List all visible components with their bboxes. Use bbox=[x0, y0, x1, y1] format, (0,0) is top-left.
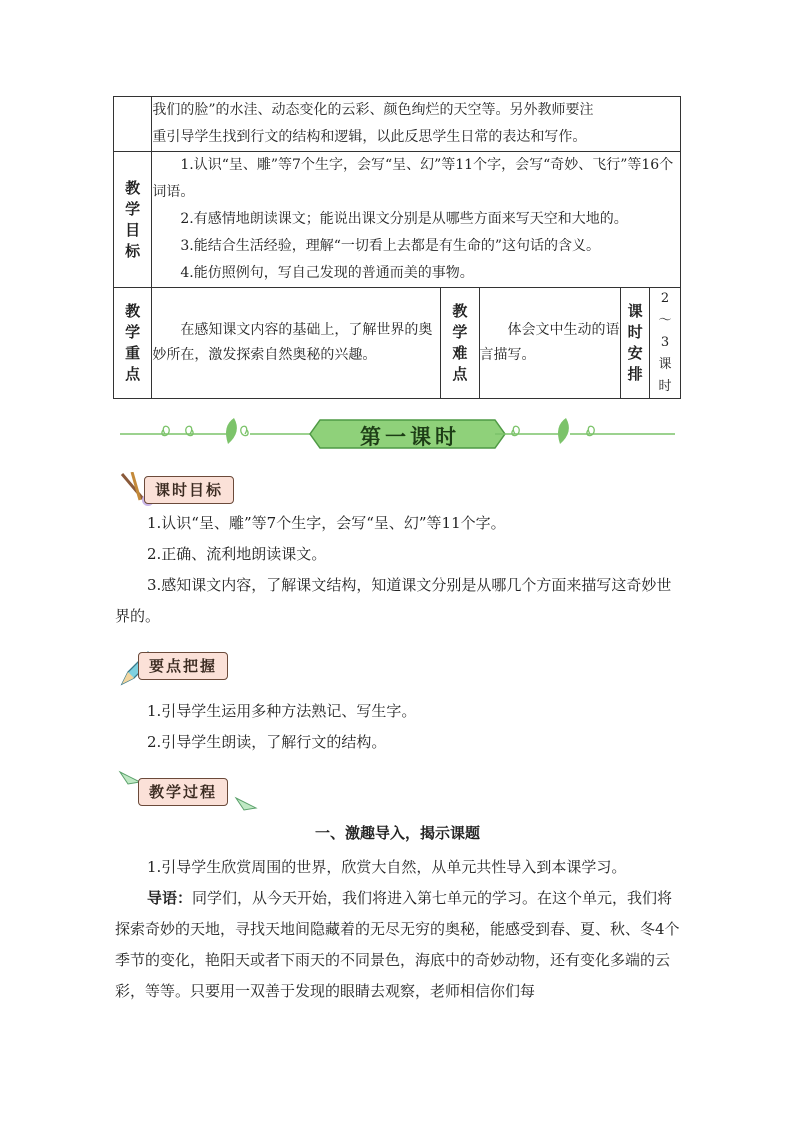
list-item: 2.正确、流利地朗读课文。 bbox=[147, 545, 327, 563]
key-header: 教 学 重 点 bbox=[114, 288, 152, 399]
goal-item: 4.能仿照例句，写自己发现的普通而美的事物。 bbox=[180, 265, 474, 281]
intro-line: 重引导学生找到行文的结构和逻辑，以此反思学生日常的表达和写作。 bbox=[152, 129, 587, 145]
lesson-goals-list bbox=[115, 508, 680, 632]
empty-header-cell bbox=[114, 97, 152, 152]
section-label-process: 教学过程 bbox=[118, 770, 263, 802]
goal-item: 1.认识“呈、雕”等7个生字，会写“呈、幻”等11个字，会写“奇妙、飞行”等16个词语。 bbox=[152, 157, 674, 200]
process-paragraph: 导语：同学们，从今天开始，我们将进入第七单元的学习。在这个单元，我们将探索奇妙的天地，寻找天地间隐藏着的无尽无穷的奥秘，能感受到春、夏、秋、冬4个季节的变化，艳阳天或者下雨天的不同景色，海底中的奇妙动物，还有变化多端的云彩，等等。只要用一双善于发现的眼睛去观察，老师相信你们每 bbox=[115, 889, 680, 1000]
lesson-banner bbox=[120, 414, 675, 454]
intro-line: 我们的脸”的水洼、动态变化的云彩、颜色绚烂的天空等。另外教师要注 bbox=[152, 102, 594, 118]
key-cell: 在感知课文内容的基础上，了解世界的奥妙所在，激发探索自然奥秘的兴趣。 bbox=[152, 288, 441, 399]
table-row-key bbox=[114, 288, 681, 399]
leaf-icon bbox=[558, 418, 569, 444]
schedule-value: 2 ～ 3 课 时 bbox=[650, 288, 681, 399]
leaf-icon bbox=[226, 418, 237, 444]
section-label-key-points: 要点把握 bbox=[118, 648, 268, 680]
process-body bbox=[115, 852, 680, 1007]
process-paragraph: 1.引导学生欣赏周围的世界，欣赏大自然，从单元共性导入到本课学习。 bbox=[147, 858, 627, 876]
table-row-intro bbox=[114, 97, 681, 152]
goals-cell bbox=[152, 152, 681, 288]
banner-title: 第一课时 bbox=[360, 425, 460, 449]
process-heading: 一、激趣导入，揭示课题 bbox=[314, 824, 480, 842]
lesson-plan-table bbox=[113, 96, 681, 399]
goal-item: 2.有感情地朗读课文；能说出课文分别是从哪些方面来写天空和大地的。 bbox=[180, 211, 628, 227]
list-item: 2.引导学生朗读，了解行文的结构。 bbox=[147, 733, 387, 751]
difficulty-header: 教 学 难 点 bbox=[441, 288, 479, 399]
difficulty-cell: 体会文中生动的语言描写。 bbox=[479, 288, 621, 399]
list-item: 1.引导学生运用多种方法熟记、写生字。 bbox=[147, 702, 417, 720]
key-points-list bbox=[115, 696, 680, 758]
intro-cell bbox=[152, 97, 681, 152]
goals-header: 教 学 目 标 bbox=[114, 152, 152, 288]
table-row-goals bbox=[114, 152, 681, 288]
list-item: 1.认识“呈、雕”等7个生字，会写“呈、幻”等11个字。 bbox=[147, 514, 506, 532]
intro-lead: 导语： bbox=[147, 889, 193, 907]
list-item: 3.感知课文内容，了解课文结构，知道课文分别是从哪几个方面来描写这奇妙世界的。 bbox=[115, 576, 672, 625]
section-label-lesson-goals: 课时目标 bbox=[118, 472, 278, 504]
goal-item: 3.能结合生活经验，理解“一切看上去都是有生命的”这句话的含义。 bbox=[180, 238, 601, 254]
schedule-header: 课 时 安 排 bbox=[621, 288, 650, 399]
